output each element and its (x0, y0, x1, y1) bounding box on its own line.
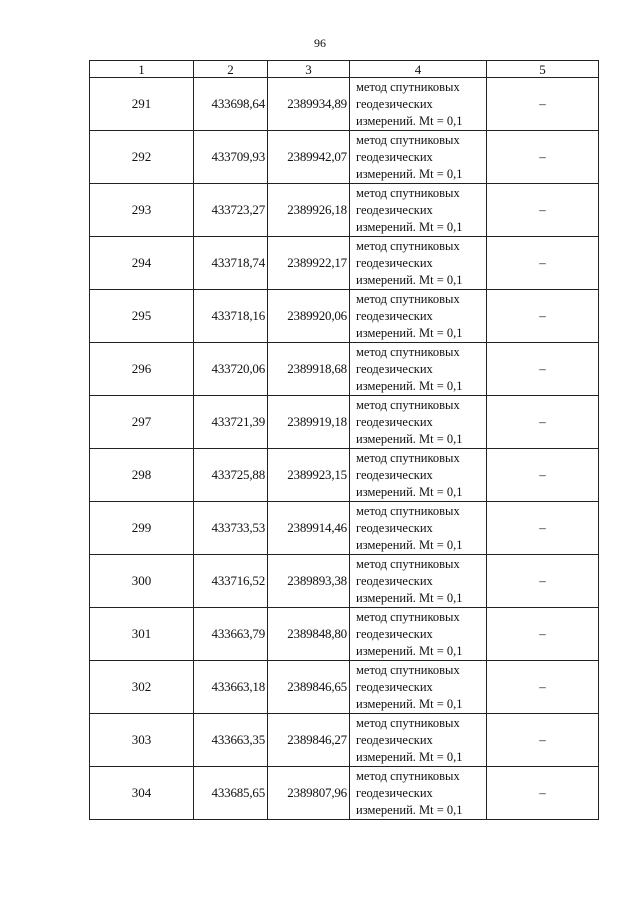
method-cell (350, 661, 487, 714)
table-row (90, 184, 599, 237)
table-row (90, 555, 599, 608)
method-cell (350, 184, 487, 237)
point-number-cell: 294 (90, 237, 194, 290)
method-text-line: метод спутниковых (356, 291, 460, 306)
y-coordinate-cell: 2389926,18 (268, 184, 350, 237)
note-cell: – (487, 502, 599, 555)
method-text-line: измерений. Mt = 0,1 (356, 590, 463, 605)
y-coordinate-cell: 2389942,07 (268, 131, 350, 184)
method-text-line: геодезических (356, 520, 433, 535)
note-cell: – (487, 555, 599, 608)
method-text-line: геодезических (356, 96, 433, 111)
column-header-1: 1 (90, 61, 194, 78)
method-text-line: измерений. Mt = 0,1 (356, 484, 463, 499)
table-row (90, 608, 599, 661)
table-row (90, 78, 599, 131)
method-text-line: метод спутниковых (356, 79, 460, 94)
method-text-line: измерений. Mt = 0,1 (356, 219, 463, 234)
y-coordinate-cell: 2389807,96 (268, 767, 350, 820)
note-cell: – (487, 661, 599, 714)
table-row (90, 449, 599, 502)
method-text-line: метод спутниковых (356, 768, 460, 783)
table-row (90, 131, 599, 184)
table-row (90, 396, 599, 449)
method-text-line: геодезических (356, 255, 433, 270)
note-cell: – (487, 131, 599, 184)
point-number-cell: 303 (90, 714, 194, 767)
x-coordinate-cell: 433720,06 (194, 343, 268, 396)
method-text-line: метод спутниковых (356, 397, 460, 412)
method-text-line: геодезических (356, 202, 433, 217)
method-cell (350, 78, 487, 131)
method-text-line: измерений. Mt = 0,1 (356, 643, 463, 658)
method-cell (350, 767, 487, 820)
method-text-line: метод спутниковых (356, 132, 460, 147)
coordinates-table (89, 60, 599, 820)
note-cell: – (487, 78, 599, 131)
point-number-cell: 302 (90, 661, 194, 714)
x-coordinate-cell: 433721,39 (194, 396, 268, 449)
method-text-line: метод спутниковых (356, 662, 460, 677)
point-number-cell: 299 (90, 502, 194, 555)
note-cell: – (487, 237, 599, 290)
method-text-line: геодезических (356, 361, 433, 376)
table-row (90, 767, 599, 820)
note-cell: – (487, 714, 599, 767)
point-number-cell: 295 (90, 290, 194, 343)
y-coordinate-cell: 2389923,15 (268, 449, 350, 502)
method-cell (350, 396, 487, 449)
method-cell (350, 502, 487, 555)
method-cell (350, 131, 487, 184)
method-text-line: метод спутниковых (356, 715, 460, 730)
note-cell: – (487, 290, 599, 343)
method-cell (350, 237, 487, 290)
y-coordinate-cell: 2389846,27 (268, 714, 350, 767)
method-cell (350, 290, 487, 343)
method-text-line: геодезических (356, 626, 433, 641)
y-coordinate-cell: 2389893,38 (268, 555, 350, 608)
method-cell (350, 608, 487, 661)
method-text-line: геодезических (356, 467, 433, 482)
point-number-cell: 291 (90, 78, 194, 131)
y-coordinate-cell: 2389918,68 (268, 343, 350, 396)
column-header-4: 4 (350, 61, 487, 78)
y-coordinate-cell: 2389846,65 (268, 661, 350, 714)
x-coordinate-cell: 433716,52 (194, 555, 268, 608)
method-text-line: метод спутниковых (356, 344, 460, 359)
point-number-cell: 300 (90, 555, 194, 608)
method-text-line: метод спутниковых (356, 185, 460, 200)
y-coordinate-cell: 2389922,17 (268, 237, 350, 290)
method-text-line: измерений. Mt = 0,1 (356, 166, 463, 181)
note-cell: – (487, 343, 599, 396)
x-coordinate-cell: 433663,79 (194, 608, 268, 661)
method-cell (350, 714, 487, 767)
note-cell: – (487, 184, 599, 237)
method-text-line: измерений. Mt = 0,1 (356, 431, 463, 446)
x-coordinate-cell: 433718,16 (194, 290, 268, 343)
note-cell: – (487, 396, 599, 449)
method-text-line: геодезических (356, 414, 433, 429)
point-number-cell: 298 (90, 449, 194, 502)
note-cell: – (487, 767, 599, 820)
point-number-cell: 297 (90, 396, 194, 449)
method-text-line: метод спутниковых (356, 238, 460, 253)
x-coordinate-cell: 433663,18 (194, 661, 268, 714)
table-row (90, 502, 599, 555)
table-row (90, 661, 599, 714)
y-coordinate-cell: 2389848,80 (268, 608, 350, 661)
method-text-line: измерений. Mt = 0,1 (356, 272, 463, 287)
method-text-line: геодезических (356, 308, 433, 323)
point-number-cell: 292 (90, 131, 194, 184)
note-cell: – (487, 608, 599, 661)
point-number-cell: 301 (90, 608, 194, 661)
x-coordinate-cell: 433723,27 (194, 184, 268, 237)
x-coordinate-cell: 433685,65 (194, 767, 268, 820)
y-coordinate-cell: 2389919,18 (268, 396, 350, 449)
method-text-line: метод спутниковых (356, 556, 460, 571)
table-row (90, 237, 599, 290)
point-number-cell: 304 (90, 767, 194, 820)
column-header-3: 3 (268, 61, 350, 78)
method-cell (350, 449, 487, 502)
point-number-cell: 296 (90, 343, 194, 396)
method-text-line: метод спутниковых (356, 609, 460, 624)
table-row (90, 714, 599, 767)
method-text-line: измерений. Mt = 0,1 (356, 749, 463, 764)
method-text-line: метод спутниковых (356, 503, 460, 518)
method-cell (350, 343, 487, 396)
x-coordinate-cell: 433725,88 (194, 449, 268, 502)
table-row (90, 290, 599, 343)
method-text-line: измерений. Mt = 0,1 (356, 537, 463, 552)
method-text-line: измерений. Mt = 0,1 (356, 378, 463, 393)
y-coordinate-cell: 2389934,89 (268, 78, 350, 131)
y-coordinate-cell: 2389914,46 (268, 502, 350, 555)
x-coordinate-cell: 433663,35 (194, 714, 268, 767)
x-coordinate-cell: 433698,64 (194, 78, 268, 131)
page-number: 96 (314, 36, 326, 50)
method-text-line: измерений. Mt = 0,1 (356, 325, 463, 340)
table-body (90, 78, 599, 820)
method-text-line: геодезических (356, 679, 433, 694)
method-text-line: геодезических (356, 785, 433, 800)
method-text-line: измерений. Mt = 0,1 (356, 802, 463, 817)
method-text-line: метод спутниковых (356, 450, 460, 465)
method-text-line: измерений. Mt = 0,1 (356, 696, 463, 711)
column-header-2: 2 (194, 61, 268, 78)
x-coordinate-cell: 433718,74 (194, 237, 268, 290)
table-header-row (90, 61, 599, 78)
y-coordinate-cell: 2389920,06 (268, 290, 350, 343)
x-coordinate-cell: 433733,53 (194, 502, 268, 555)
note-cell: – (487, 449, 599, 502)
table-row (90, 343, 599, 396)
x-coordinate-cell: 433709,93 (194, 131, 268, 184)
method-text-line: геодезических (356, 149, 433, 164)
method-text-line: геодезических (356, 732, 433, 747)
column-header-5: 5 (487, 61, 599, 78)
method-text-line: геодезических (356, 573, 433, 588)
point-number-cell: 293 (90, 184, 194, 237)
method-cell (350, 555, 487, 608)
method-text-line: измерений. Mt = 0,1 (356, 113, 463, 128)
